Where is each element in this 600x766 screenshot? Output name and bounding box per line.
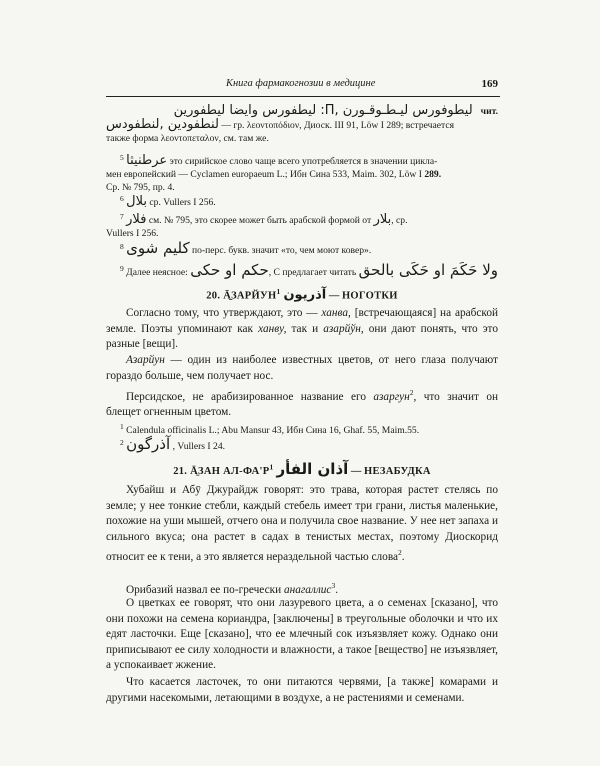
footnote-7-text1-end: , ср.	[391, 215, 408, 227]
section-21-paragraph-2: Орибазий назвал ее по-гречески анагаллис$^3$.	[126, 581, 339, 596]
footnote-4-line3: также форма λεοντοπεταλον, см. там же.	[106, 133, 269, 144]
footnote-number: 1	[120, 422, 124, 431]
section-20-heading	[106, 287, 498, 303]
footnote-9-text2: , С предлагает читать	[268, 267, 357, 279]
section-21-paragraph-4	[106, 675, 498, 706]
section-21-arabic: آذان الفأر	[276, 460, 349, 478]
footnote-4-continued	[106, 104, 498, 145]
footnote-ref: 2	[398, 548, 402, 558]
italic-term: азаргун	[373, 390, 410, 403]
footnote-5-number: 5	[120, 153, 124, 162]
footnote-5-text2-bold: 289.	[424, 169, 442, 181]
footnote-9-arabic-1: ولا حَكَمَ او حَكَى بالحق	[358, 261, 499, 280]
footnote-5	[106, 151, 498, 194]
footnote-6	[106, 192, 512, 209]
page-number: 169	[481, 78, 498, 90]
footnote-7-text1: см. № 795, это скорее может быть арабской формой от	[148, 215, 372, 227]
section-21-heading	[106, 460, 498, 478]
footnote-4-arabic-1: ليطوفورس ليـطـوقـورن ,П: ليطفورس وايضا ليطفورين	[173, 103, 473, 118]
text-run: [встречающаяся] на арабской земле. Поэты упоминают как	[106, 307, 499, 335]
section-20-paragraph-3	[106, 385, 498, 421]
italic-term: ханва,	[321, 307, 351, 319]
italic-term: ханву,	[258, 322, 287, 335]
footnote-text: , Vullers I 24.	[172, 441, 226, 453]
text-run: — один из наиболее известных цветов, от него глаза получают гораздо больше, чем получает нос.	[106, 354, 498, 382]
footnote-5-text1: это сирийское слово чаще всего употребляется в значении цикла-	[169, 156, 438, 168]
text-run: Согласно тому, что утверждают, это —	[126, 307, 318, 319]
italic-term: анагаллис	[283, 583, 332, 596]
section-21-title: — НЕЗАБУДКА	[350, 466, 431, 477]
section-21-translit: Ā̱ЗАН АЛ-ФА'Р	[190, 466, 270, 477]
running-title: Книга фармакогнозии в медицине	[226, 78, 376, 89]
footnote-8-number: 8	[120, 242, 124, 251]
page-header	[108, 78, 498, 94]
header-rule	[106, 96, 500, 97]
footnote-7	[106, 210, 498, 240]
footnote-9-number: 9	[120, 264, 124, 273]
footnote-arabic: آذرگون	[126, 435, 171, 454]
footnote-9-arabic-2: حكم او حكى	[190, 261, 269, 280]
section-21-paragraph-3	[106, 596, 498, 674]
text-run: Хубайш и Абӯ Джурайдж говорят: это трава, которая растет стелясь по земле; у нее тонкие стебли, каждый стебель имеет три грани, листья маленькие, похожие на уши мышей, отчего она и получила свое название. У нее нет запаха и сильного вкуса; она растет в садах в тенистых местах, поэтому Диоскорид относит ее к тени, а это является нераздельной частью слова	[106, 484, 499, 564]
footnote-6-text: ср. Vullers I 256.	[149, 197, 216, 209]
section-20-paragraph-2	[106, 353, 498, 384]
section-20-number: 20.	[206, 290, 221, 302]
section-20-paragraph-1	[106, 306, 498, 353]
footnote-6-number: 6	[120, 194, 124, 203]
footnote-ref: 2	[409, 388, 414, 397]
text-run: , что значит он блещет огненным цветом.	[106, 390, 499, 419]
text-run: так и	[291, 322, 319, 335]
text-run: они дают понять, что это разные [вещи].	[106, 322, 498, 351]
section-21-number: 21.	[173, 466, 188, 477]
section-20-footnote-2	[106, 436, 512, 453]
italic-term: Азарйун	[126, 354, 165, 366]
text-run: Орибазий назвал ее по-гречески	[126, 583, 282, 596]
footnote-ref: 3	[331, 581, 336, 590]
text-run: Персидское, не арабизированное название его	[126, 390, 366, 403]
footnote-4-chit: чит.	[480, 106, 498, 117]
section-20-translit: Ā̱ЗАРЙУН	[223, 290, 277, 302]
footnote-4-arabic-2: لنطفودين ,لنطفودس	[106, 117, 219, 132]
section-20-sup: 1	[276, 287, 281, 296]
footnote-text: Calendula officinalis L.; Abu Mansur 43, Ибн Сина 16, Ghaf. 55, Maim.55.	[126, 425, 420, 437]
section-20-arabic: آذريون	[283, 287, 327, 303]
footnote-5-text2: мен европейский — Cyclamen europaeum L.; Ибн Сина 533, Maim. 302, Löw I	[106, 169, 422, 181]
footnote-7-arabic-2: بلار	[373, 212, 392, 228]
section-21-sup: 1	[269, 462, 274, 472]
text-run: О цветках ее говорят, что они лазуревого цвета, а о семенах [сказано], что они похожи на семена кориандра, [заключены] в треугольные оболочки и что их едят ласточки. Еще [сказано], что ее млечный сок изъязвляет кожу. Однако они приписывают ее силу холодности и влажности, а такое [вещество] не изъязвляет, а успокаивает жжение.	[106, 597, 498, 672]
footnote-5-text3: Ср. № 795, пр. 4.	[106, 182, 175, 194]
footnote-4-text: — гр. λεοντοπόδιον, Диоск. III 91, Löw I 289; встречается	[221, 120, 454, 131]
footnote-9	[106, 262, 512, 279]
footnote-number: 2	[120, 438, 124, 447]
footnote-8-text: по-перс. букв. значит «то, чем моют ковер».	[192, 245, 372, 257]
footnote-8	[106, 240, 512, 257]
section-21-paragraph-1: Хубайш и Абӯ Джурайдж говорят: это трава, которая растет стелясь по земле; у нее тонкие стебли, каждый стебель имеет три грани, листья маленькие, похожие на уши мышей, отчего она и получила свое название. У нее нет запаха и сильного вкуса; она растет в садах в тенистых местах, поэтому Диоскорид относит ее к тени, а это является нераздельной частью слова$^2$.	[106, 484, 499, 564]
italic-term: азарйўн,	[323, 322, 364, 335]
footnote-6-arabic: بلال	[126, 194, 147, 210]
footnote-7-text2: Vullers I 256.	[106, 228, 159, 240]
footnote-7-number: 7	[120, 212, 124, 221]
section-20-title: — НОГОТКИ	[328, 290, 398, 302]
footnote-7-arabic-1: فلار	[126, 212, 147, 228]
footnote-9-text: Далее неясное:	[126, 267, 188, 279]
footnote-8-arabic: كليم شوى	[126, 239, 190, 258]
footnote-5-arabic: عرطنيثا	[126, 153, 168, 169]
text-run: Что касается ласточек, то они питаются червями, [а также] комарами и другими насекомыми, летающими в воздухе, а не растениями и семенами.	[106, 676, 498, 704]
